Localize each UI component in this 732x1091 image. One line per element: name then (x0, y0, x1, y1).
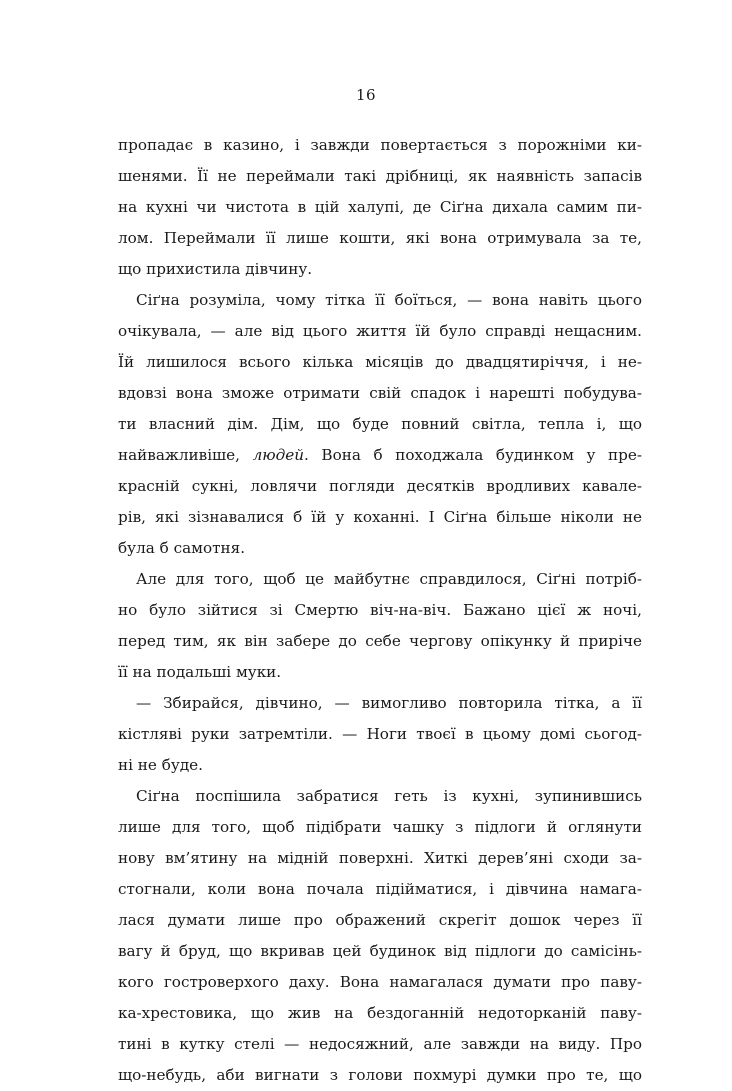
text-line: кого гостроверхого даху. Вона намагалася думати про паву- (118, 973, 642, 991)
text-line: но було зійтися зі Смертю віч-на-віч. Бажано цієї ж ночі, (118, 601, 642, 619)
text-line: Сіґна поспішила забратися геть із кухні, зупинившись (136, 787, 642, 805)
text-line: вагу й бруд, що вкривав цей будинок від підлоги до самісінь- (118, 942, 642, 960)
text-line: рів, які зізнавалися б їй у коханні. І Сіґна більше ніколи не (118, 508, 642, 526)
page-number: 16 (355, 86, 377, 104)
text-line: лася думати лише про ображений скрегіт дошок через її (118, 911, 642, 929)
text-line: її на подальші муки. (118, 663, 282, 681)
text-line: стогнали, коли вона почала підійматися, і дівчина намага- (118, 880, 642, 898)
text-line: що-небудь, аби вигнати з голови похмурі думки про те, що (118, 1066, 642, 1084)
text-line: очікувала, — але від цього життя їй було справді нещасним. (118, 322, 642, 340)
text-line: ка-хрестовика, що жив на бездоганній недоторканій паву- (118, 1004, 642, 1022)
text-line: красній сукні, ловлячи погляди десятків вродливих кавале- (118, 477, 642, 495)
text-line: лише для того, щоб підібрати чашку з підлоги й оглянути (118, 818, 642, 836)
text-segment: найважливіше, (118, 446, 253, 464)
text-line: Сіґна розуміла, чому тітка її боїться, — вона навіть цього (136, 291, 642, 309)
text-line: була б самотня. (118, 539, 246, 557)
text-line: тині в кутку стелі — недосяжний, але завжди на виду. Про (118, 1035, 642, 1053)
text-line: перед тим, як він забере до себе чергову опікунку й приріче (118, 632, 642, 650)
italic-word: людей (252, 446, 305, 464)
text-line: кістляві руки затремтіли. — Ноги твоєї в цьому домі сьогод- (118, 725, 642, 743)
text-line: нову вм’ятину на мідній поверхні. Хиткі дерев’яні сходи за- (118, 849, 642, 867)
body-text (118, 130, 642, 1091)
text-line: лом. Переймали її лише кошти, які вона отримувала за те, (118, 229, 642, 247)
text-line: Їй лишилося всього кілька місяців до двадцятиріччя, і не- (118, 353, 642, 371)
text-line: шенями. Її не переймали такі дрібниці, як наявність запасів (118, 167, 642, 185)
text-line (118, 440, 642, 471)
text-line: — Збирайся, дівчино, — вимогливо повторила тітка, а її (136, 694, 642, 712)
text-line: вдовзі вона зможе отримати свій спадок і нарешті побудува- (118, 384, 642, 402)
text-line: що прихистила дівчину. (118, 260, 313, 278)
text-line: пропадає в казино, і завжди повертається з порожніми ки- (118, 136, 642, 154)
text-line: Але для того, щоб це майбутнє справдилося, Сіґні потріб- (136, 570, 642, 588)
text-line: ні не буде. (118, 756, 203, 774)
text-line: на кухні чи чистота в цій халупі, де Сіґна дихала самим пи- (118, 198, 642, 216)
text-line: ти власний дім. Дім, що буде повний світла, тепла і, що (118, 415, 642, 433)
text-segment: . Вона б походжала будинком у пре- (304, 446, 643, 464)
